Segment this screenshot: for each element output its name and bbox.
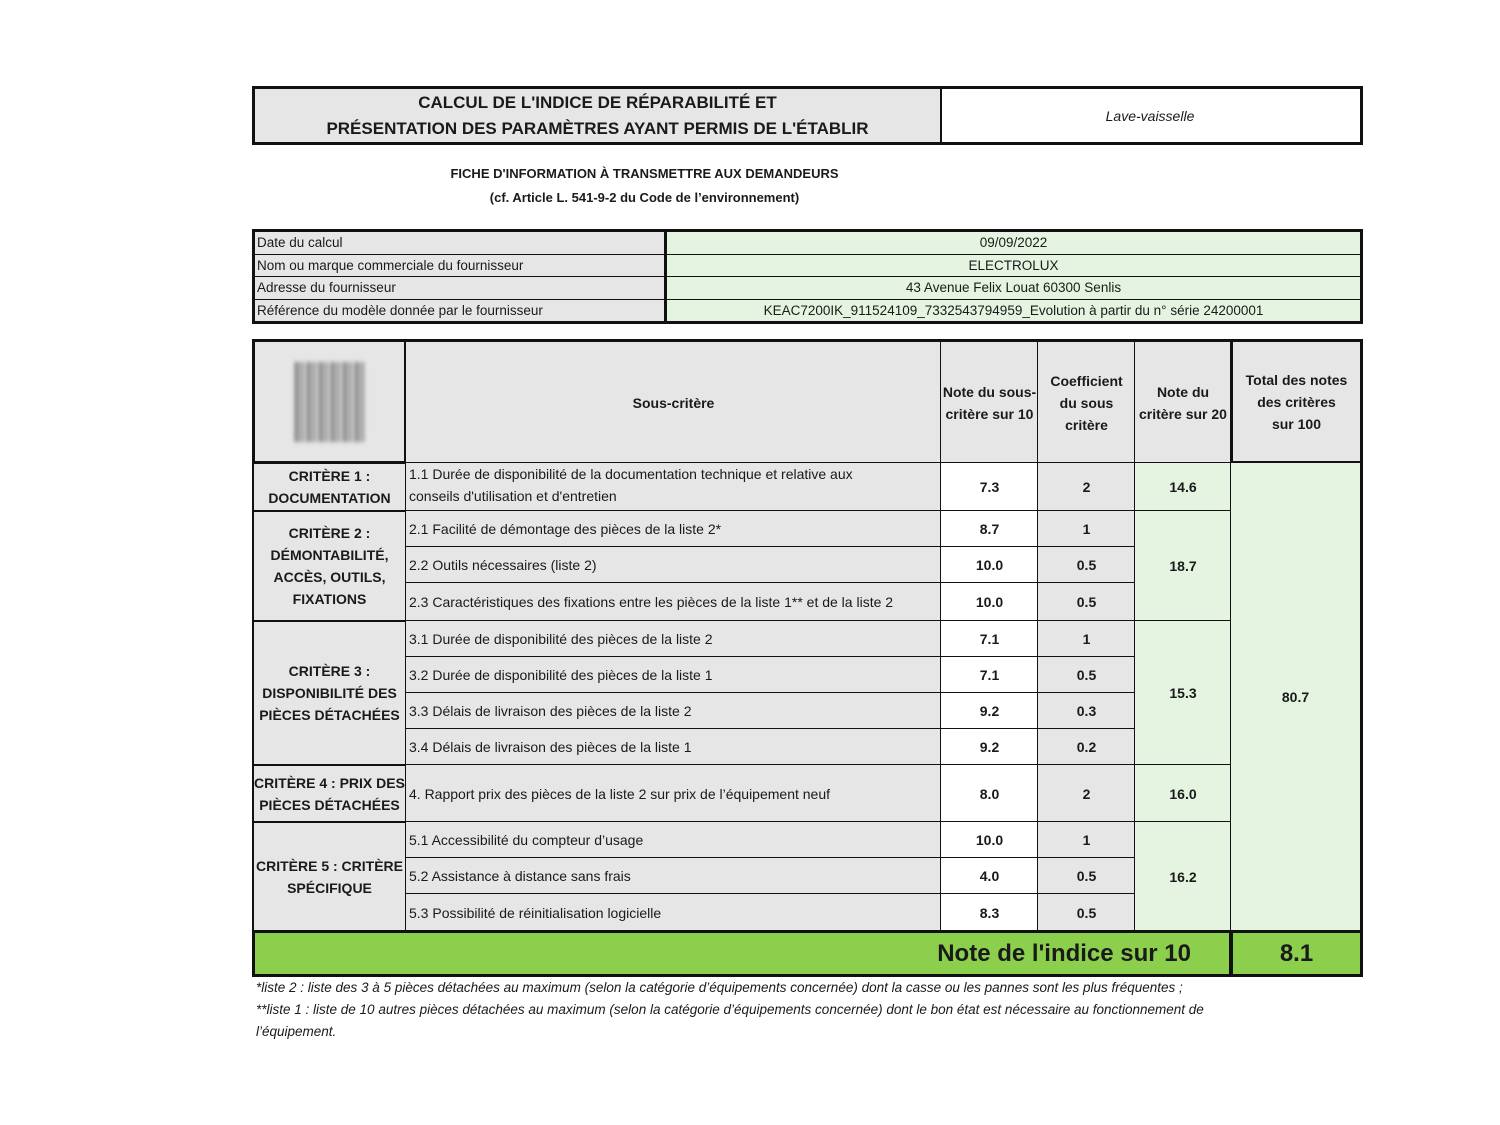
criterion-4-score: 16.0	[1134, 764, 1232, 823]
criterion-2-label	[252, 510, 407, 622]
criterion-text: ACCÈS, OUTILS,	[273, 569, 386, 585]
info-value: 43 Avenue Felix Louat 60300 Senlis	[667, 277, 1360, 299]
criterion-text: CRITÈRE 3 :	[288, 663, 371, 679]
note-2-3: 10.0	[940, 582, 1039, 622]
note-5-2: 4.0	[940, 857, 1039, 895]
coef-3-2: 0.5	[1037, 656, 1136, 694]
criterion-text: FIXATIONS	[292, 591, 367, 607]
criterion-text: PIÈCES DÉTACHÉES	[259, 707, 400, 723]
criterion-text: CRITÈRE 2 :	[288, 525, 371, 541]
final-index-value: 8.1	[1230, 930, 1363, 977]
subcriterion-2-3: 2.3 Caractéristiques des fixations entre les pièces de la liste 1** et de la liste 2	[405, 582, 942, 622]
subcriterion-4: 4. Rapport prix des pièces de la liste 2 sur prix de l’équipement neuf	[405, 764, 942, 823]
info-value: 09/09/2022	[667, 232, 1360, 254]
subcriterion-3-2: 3.2 Durée de disponibilité des pièces de la liste 1	[405, 656, 942, 694]
subcriterion-3-3: 3.3 Délais de livraison des pièces de la liste 2	[405, 692, 942, 730]
subcriterion-text: conseils d'utilisation et d'entretien	[409, 488, 617, 504]
footnote-liste-1-cont: l’équipement.	[256, 1024, 337, 1039]
criterion-text: DISPONIBILITÉ DES	[262, 685, 397, 701]
info-row-model-reference	[255, 300, 1360, 322]
footnote-liste-2: *liste 2 : liste des 3 à 5 pièces détachées au maximum (selon la catégorie d’équipements concernée) dont la casse ou les pannes sont les plus fréquentes ;	[256, 980, 1183, 995]
coef-3-1: 1	[1037, 620, 1136, 658]
info-label: Référence du modèle donnée par le fournisseur	[255, 300, 667, 322]
note-3-2: 7.1	[940, 656, 1039, 694]
header-text: des critères	[1257, 393, 1336, 410]
info-label: Adresse du fournisseur	[255, 277, 667, 299]
coef-2-2: 0.5	[1037, 546, 1136, 584]
note-3-4: 9.2	[940, 728, 1039, 766]
criterion-4-label	[252, 764, 407, 823]
product-category: Lave-vaisselle	[940, 86, 1363, 145]
note-4: 8.0	[940, 764, 1039, 823]
info-row-date	[255, 232, 1360, 255]
criterion-5-label	[252, 821, 407, 932]
info-row-brand	[255, 255, 1360, 278]
info-label: Nom ou marque commerciale du fournisseur	[255, 255, 667, 277]
criteria-header-cell	[252, 339, 407, 464]
header-text: Total des notes	[1245, 371, 1348, 388]
header-text: Note du	[1156, 383, 1210, 400]
coef-1-1: 2	[1037, 462, 1136, 512]
header-total-100	[1230, 339, 1363, 464]
criterion-text: CRITÈRE 1 :	[288, 468, 371, 484]
total-score-100: 80.7	[1230, 462, 1363, 932]
criterion-3-label	[252, 620, 407, 766]
criterion-1-label	[252, 462, 407, 512]
subcriterion-3-4: 3.4 Délais de livraison des pièces de la liste 1	[405, 728, 942, 766]
criterion-2-score: 18.7	[1134, 510, 1232, 622]
note-1-1: 7.3	[940, 462, 1039, 512]
criterion-1-score: 14.6	[1134, 462, 1232, 512]
final-index-label: Note de l'indice sur 10	[252, 930, 1232, 977]
coef-5-1: 1	[1037, 821, 1136, 859]
subcriterion-1-1	[405, 462, 942, 512]
coef-3-4: 0.2	[1037, 728, 1136, 766]
coef-5-3: 0.5	[1037, 893, 1136, 932]
criterion-text: DÉMONTABILITÉ,	[270, 547, 389, 563]
note-2-2: 10.0	[940, 546, 1039, 584]
coef-3-3: 0.3	[1037, 692, 1136, 730]
header-text: critère	[1065, 416, 1108, 433]
coef-2-1: 1	[1037, 510, 1136, 548]
title-line-2: PRÉSENTATION DES PARAMÈTRES AYANT PERMIS DE L'ÉTABLIR	[326, 118, 869, 138]
info-value: ELECTROLUX	[667, 255, 1360, 277]
footnotes	[256, 977, 1336, 1043]
header-text: critère sur 10	[945, 405, 1034, 422]
subcriterion-5-1: 5.1 Accessibilité du compteur d’usage	[405, 821, 942, 859]
information-notice	[252, 162, 1037, 210]
note-5-3: 8.3	[940, 893, 1039, 932]
note-3-1: 7.1	[940, 620, 1039, 658]
criterion-text: PIÈCES DÉTACHÉES	[259, 796, 400, 813]
document-title	[252, 86, 942, 145]
header-note-critere	[1134, 339, 1232, 464]
header-text: du sous	[1059, 394, 1114, 411]
notice-line-1: FICHE D'INFORMATION À TRANSMETTRE AUX DEMANDEURS	[450, 166, 839, 181]
header-note-sous-critere	[940, 339, 1039, 464]
subcriterion-2-1: 2.1 Facilité de démontage des pièces de la liste 2*	[405, 510, 942, 548]
note-2-1: 8.7	[940, 510, 1039, 548]
blurred-criteria-header	[295, 362, 365, 442]
header-coefficient	[1037, 339, 1136, 464]
criterion-3-score: 15.3	[1134, 620, 1232, 766]
notice-line-2: (cf. Article L. 541-9-2 du Code de l’environnement)	[489, 190, 800, 205]
note-3-3: 9.2	[940, 692, 1039, 730]
info-row-address	[255, 277, 1360, 300]
criterion-text: SPÉCIFIQUE	[287, 879, 372, 896]
supplier-info-table	[252, 229, 1363, 324]
criterion-text: CRITÈRE 5 : CRITÈRE	[255, 857, 403, 874]
coef-5-2: 0.5	[1037, 857, 1136, 895]
footnote-liste-1: **liste 1 : liste de 10 autres pièces détachées au maximum (selon la catégorie d’équipements concernée) dont le bon état est nécessaire au fonctionnement de	[256, 1002, 1204, 1017]
header-text: Coefficient	[1050, 372, 1123, 389]
header-text: critère sur 20	[1139, 405, 1227, 422]
criterion-text: DOCUMENTATION	[268, 490, 391, 506]
header-sous-critere: Sous-critère	[405, 339, 942, 464]
subcriterion-3-1: 3.1 Durée de disponibilité des pièces de la liste 2	[405, 620, 942, 658]
title-line-1: CALCUL DE L'INDICE DE RÉPARABILITÉ ET	[418, 92, 777, 112]
info-value: KEAC7200IK_911524109_7332543794959_Evolution à partir du n° série 24200001	[667, 300, 1360, 322]
subcriterion-5-2: 5.2 Assistance à distance sans frais	[405, 857, 942, 895]
repairability-score-table	[252, 339, 1363, 977]
coef-4: 2	[1037, 764, 1136, 823]
subcriterion-5-3: 5.3 Possibilité de réinitialisation logicielle	[405, 893, 942, 932]
header-text: Note du sous-	[942, 383, 1037, 400]
coef-2-3: 0.5	[1037, 582, 1136, 622]
subcriterion-text: 1.1 Durée de disponibilité de la documentation technique et relative aux	[409, 466, 853, 482]
criterion-5-score: 16.2	[1134, 821, 1232, 932]
info-label: Date du calcul	[255, 232, 667, 254]
header-text: sur 100	[1271, 415, 1322, 432]
criterion-text: CRITÈRE 4 : PRIX DES	[254, 774, 405, 791]
note-5-1: 10.0	[940, 821, 1039, 859]
subcriterion-2-2: 2.2 Outils nécessaires (liste 2)	[405, 546, 942, 584]
